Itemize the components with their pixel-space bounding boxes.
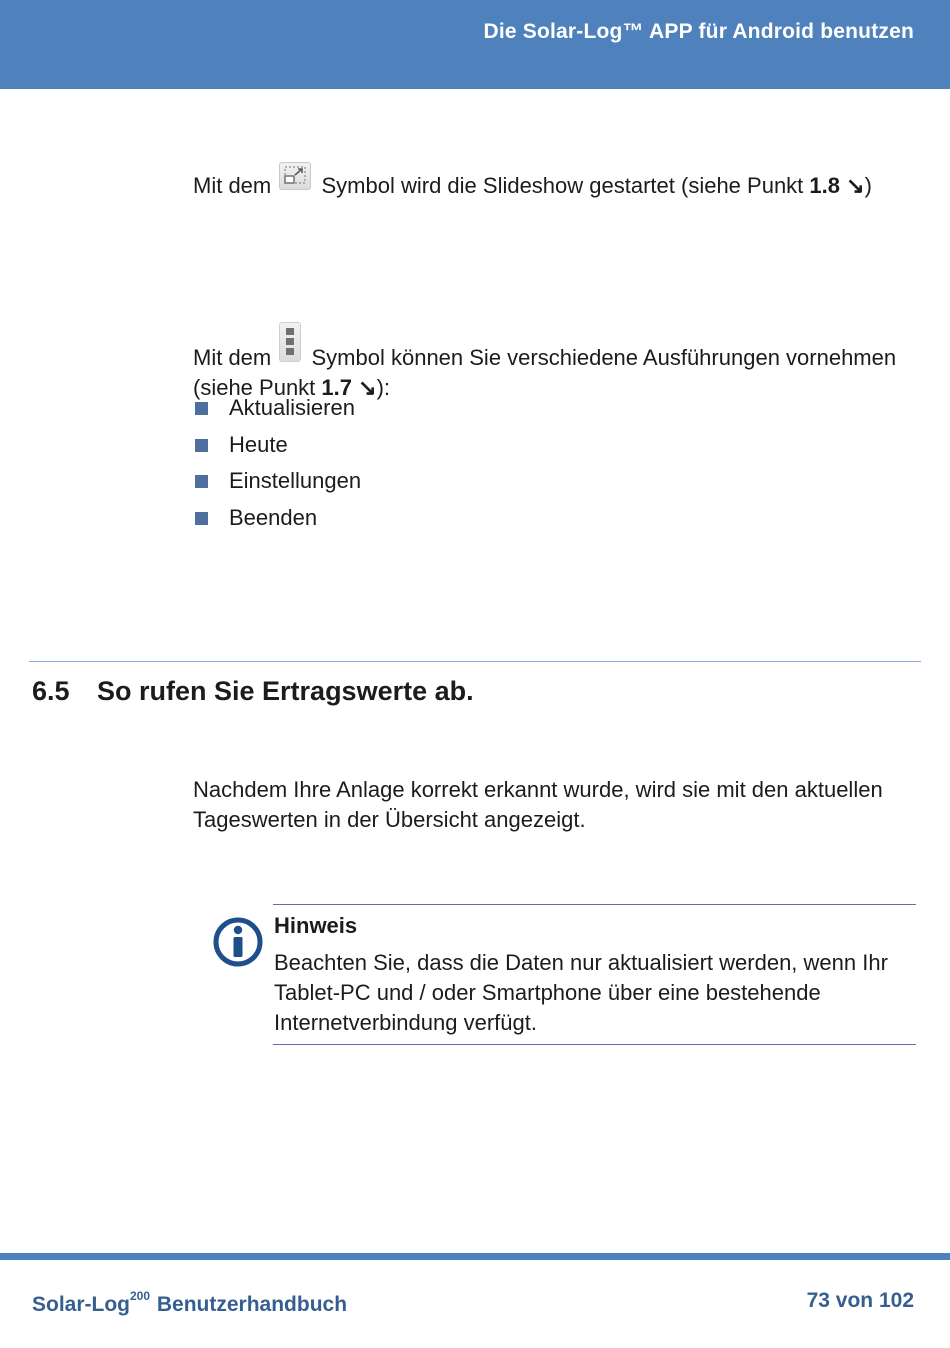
section-divider bbox=[29, 661, 921, 662]
info-icon bbox=[213, 917, 263, 967]
slideshow-prefix: Mit dem bbox=[193, 173, 272, 198]
menu-ref: 1.7 bbox=[321, 375, 353, 400]
list-item-label: Beenden bbox=[229, 504, 318, 530]
menu-dots-icon bbox=[279, 322, 301, 362]
bullet-square-icon bbox=[195, 402, 208, 415]
list-item bbox=[193, 466, 361, 503]
menu-paragraph bbox=[193, 328, 923, 403]
list-item-label: Einstellungen bbox=[229, 468, 362, 493]
note-bottom-divider bbox=[273, 1044, 916, 1045]
list-item bbox=[193, 430, 361, 467]
list-item-label: Heute bbox=[229, 431, 288, 457]
list-item bbox=[193, 503, 361, 540]
header-bar bbox=[0, 0, 950, 89]
menu-options-list bbox=[193, 393, 361, 539]
note-body: Beachten Sie, dass die Daten nur aktualisiert werden, wenn Ihr Tablet-PC und / oder Smartphone über eine bestehende Internetverbindung verfügt. bbox=[274, 950, 888, 1035]
footer-superscript: 200 bbox=[130, 1289, 151, 1303]
bullet-square-icon bbox=[195, 512, 208, 525]
list-item bbox=[193, 393, 361, 430]
bullet-square-icon bbox=[195, 475, 208, 488]
note-top-divider bbox=[273, 904, 916, 905]
section-number: 6.5 bbox=[32, 676, 70, 706]
slideshow-ref: 1.8 bbox=[809, 173, 841, 198]
footer-brand: Solar-Log bbox=[32, 1293, 130, 1316]
footer-doc-title: Benutzerhandbuch bbox=[156, 1293, 348, 1316]
header-title: Die Solar-Log™ APP für Android benutzen bbox=[483, 20, 914, 43]
note-title: Hinweis bbox=[274, 913, 358, 938]
intro-paragraph: Nachdem Ihre Anlage korrekt erkannt wurde, wird sie mit den aktuellen Tageswerten in der Übersicht angezeigt. bbox=[193, 777, 883, 832]
menu-ref-arrow: ↘ bbox=[358, 375, 377, 400]
menu-suffix: Symbol können Sie verschiedene Ausführungen vornehmen (siehe Punkt bbox=[193, 345, 897, 400]
bullet-square-icon bbox=[195, 439, 208, 452]
slideshow-close: ) bbox=[864, 173, 872, 198]
menu-close: ): bbox=[376, 375, 391, 400]
section-heading: So rufen Sie Ertragswerte ab. bbox=[97, 676, 474, 706]
footer-bar bbox=[0, 1253, 950, 1260]
list-item-label: Aktualisieren bbox=[229, 395, 355, 420]
slideshow-suffix: Symbol wird die Slideshow gestartet (siehe Punkt bbox=[321, 173, 804, 198]
page-number: 73 von 102 bbox=[806, 1289, 914, 1312]
footer-title bbox=[32, 1289, 347, 1317]
slideshow-ref-arrow: ↘ bbox=[846, 173, 865, 198]
menu-prefix: Mit dem bbox=[193, 345, 272, 370]
slideshow-paragraph bbox=[193, 168, 913, 201]
slideshow-icon bbox=[279, 162, 311, 190]
